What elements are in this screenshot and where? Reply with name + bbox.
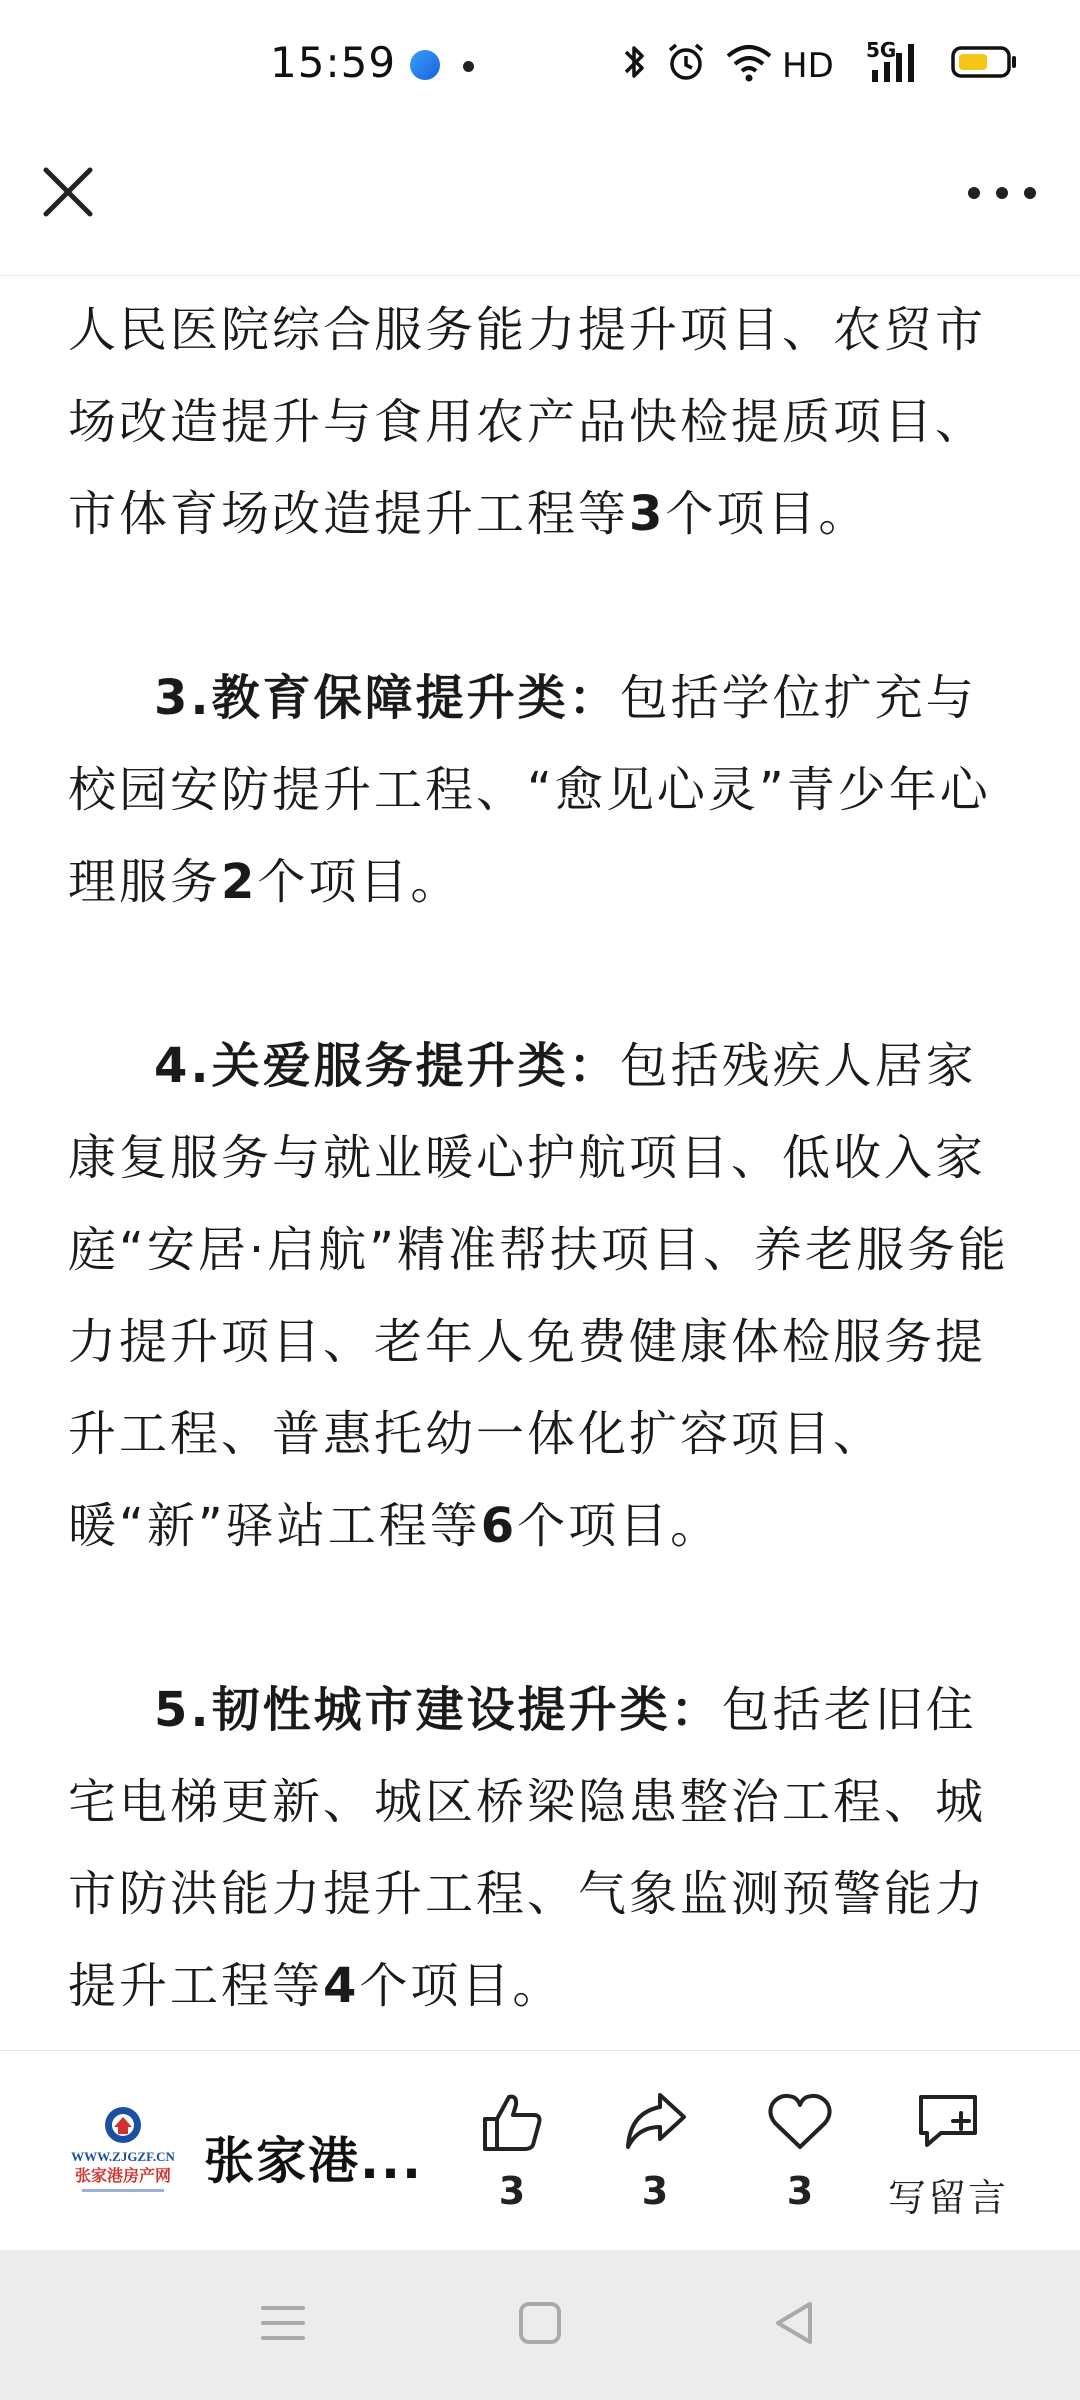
share-button[interactable] <box>590 2089 720 2229</box>
app-notification-icon <box>410 50 440 80</box>
heart-icon <box>765 2089 835 2155</box>
article-body <box>0 276 1080 2050</box>
article-paragraph <box>68 652 1018 928</box>
wifi-icon <box>724 40 774 84</box>
article-paragraph <box>68 284 1018 560</box>
share-count: 3 <box>641 2169 669 2213</box>
bluetooth-icon <box>620 40 650 84</box>
battery-icon <box>950 40 1020 84</box>
back-icon[interactable] <box>770 2298 820 2348</box>
comment-button[interactable] <box>878 2089 1018 2229</box>
close-icon[interactable] <box>36 160 100 224</box>
paragraph-suffix: 个项目。 <box>359 1958 564 2014</box>
paragraph-text: 包括学位扩充与校园安防提升工程、“愈见心灵”青少年心理服务 <box>68 670 991 910</box>
alarm-icon <box>664 40 708 84</box>
network-gen-label: 5G <box>866 38 897 62</box>
paragraph-suffix: 个项目。 <box>517 1498 722 1554</box>
source-name[interactable]: 张家港... <box>204 2132 423 2190</box>
paragraph-suffix: 个项目。 <box>257 854 462 910</box>
status-icons <box>620 40 1080 90</box>
like-button[interactable] <box>447 2089 577 2229</box>
like-count: 3 <box>498 2169 526 2213</box>
favorite-count: 3 <box>786 2169 814 2213</box>
signal-icon <box>868 40 918 84</box>
project-count: 3 <box>629 486 666 542</box>
source-logo[interactable] <box>68 2103 178 2199</box>
logo-text: WWW.ZJGZF.CN <box>71 2149 175 2164</box>
comment-icon <box>913 2089 983 2155</box>
status-bar <box>0 0 1080 135</box>
more-icon[interactable] <box>964 173 1040 213</box>
top-bar <box>0 135 1080 276</box>
paragraph-suffix: 个项目。 <box>665 486 870 542</box>
notification-dot-icon <box>463 61 474 72</box>
paragraph-text: 包括老旧住宅电梯更新、城区桥梁隐患整治工程、城市防洪能力提升工程、气象监测预警能力提升工程等 <box>68 1682 987 2014</box>
like-icon <box>479 2089 545 2155</box>
project-count: 2 <box>221 854 258 910</box>
home-icon[interactable] <box>515 2298 565 2348</box>
network-type-label: HD <box>782 46 834 86</box>
logo-subtext: 张家港房产网 <box>74 2166 172 2185</box>
share-icon <box>622 2089 688 2155</box>
status-time: 15:59 <box>270 38 397 87</box>
section-heading: 4.关爱服务提升类： <box>154 1038 620 1094</box>
paragraph-text: 包括残疾人居家康复服务与就业暖心护航项目、低收入家庭“安居·启航”精准帮扶项目、养老服务能力提升项目、老年人免费健康体检服务提升工程、普惠托幼一体化扩容项目、暖“新”驿站工程等 <box>68 1038 1009 1554</box>
paragraph-text: 人民医院综合服务能力提升项目、农贸市场改造提升与食用农产品快检提质项目、市体育场改造提升工程等 <box>68 302 987 542</box>
article-paragraph <box>68 1664 1018 2032</box>
bottom-action-bar <box>0 2050 1080 2251</box>
project-count: 6 <box>480 1498 518 1554</box>
favorite-button[interactable] <box>735 2089 865 2229</box>
article-paragraph <box>68 1020 1018 1572</box>
system-nav-bar <box>0 2250 1080 2400</box>
section-heading: 5.韧性城市建设提升类： <box>154 1682 722 1738</box>
project-count: 4 <box>323 1958 360 2014</box>
menu-icon[interactable] <box>258 2298 308 2348</box>
section-heading: 3.教育保障提升类： <box>154 670 620 726</box>
comment-label: 写留言 <box>887 2176 1008 2220</box>
